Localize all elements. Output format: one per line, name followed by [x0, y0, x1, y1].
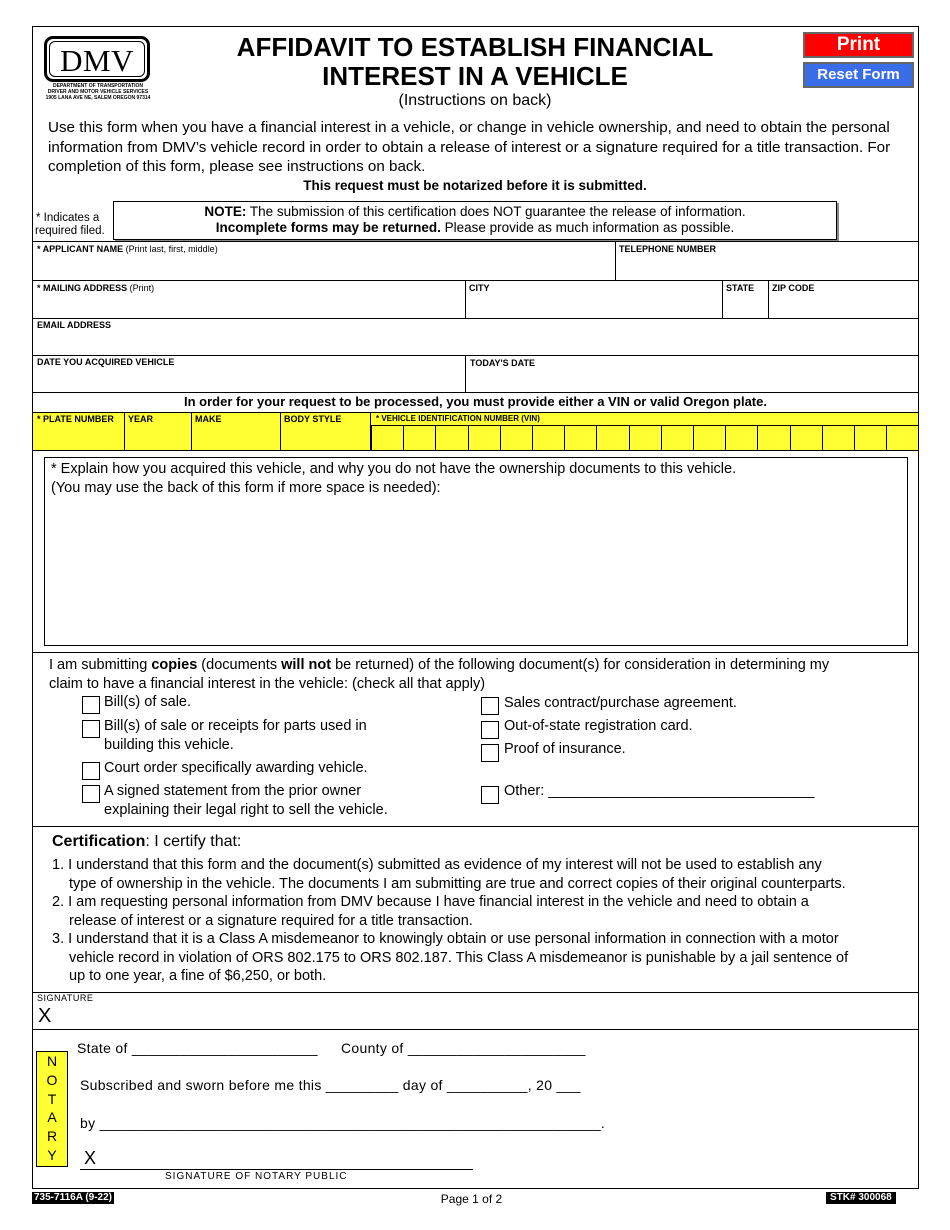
bill-parts-line: building this vehicle. — [104, 737, 234, 753]
sales-contract-label: Sales contract/purchase agreement. — [504, 695, 737, 711]
certification-item-2 — [52, 893, 809, 930]
mailing-address-label — [37, 283, 154, 293]
note-box — [113, 201, 837, 240]
divider — [32, 652, 919, 653]
intro-text: (documents — [197, 657, 282, 673]
page-title — [175, 33, 775, 111]
intro-text: I am submitting — [49, 657, 152, 673]
notary-sworn[interactable]: Subscribed and sworn before me this _________ day of __________, 20 ___ — [80, 1077, 581, 1093]
cert-line: 3. I understand that it is a Class A misdemeanor to knowingly obtain or use personal information in connection with a motor — [52, 931, 839, 947]
certification-heading-bold: Certification — [52, 833, 146, 850]
logo-caption — [38, 83, 158, 101]
vin-character-box[interactable] — [468, 426, 501, 450]
bill-parts-label — [104, 717, 367, 755]
vin-character-box[interactable] — [564, 426, 597, 450]
dmv-logo — [44, 36, 150, 82]
todays-date-label: TODAY'S DATE — [470, 358, 535, 368]
vin-label: * VEHICLE IDENTIFICATION NUMBER (VIN) — [376, 414, 540, 423]
cert-line: 1. I understand that this form and the document(s) submitted as evidence of my interest will not be used to establish any — [52, 857, 822, 873]
court-order-checkbox[interactable] — [82, 762, 100, 780]
notary-letter: N — [46, 1053, 58, 1069]
required-note-line: * Indicates a — [36, 212, 100, 224]
vin-character-box[interactable] — [661, 426, 694, 450]
notary-letter: A — [47, 1109, 57, 1126]
cert-line: release of interest or a signature required for a title transaction. — [69, 912, 473, 929]
year-label: YEAR — [128, 414, 154, 424]
note-text-2: Please provide as much information as possible. — [440, 220, 735, 235]
vin-character-box[interactable] — [500, 426, 533, 450]
notary-letter: O — [46, 1071, 58, 1088]
bill-of-sale-label: Bill(s) of sale. — [104, 694, 192, 710]
notary-letter: Y — [47, 1146, 57, 1163]
intro-text: be returned) of the following document(s) for consideration in determining my — [331, 657, 830, 673]
vin-instruction: In order for your request to be processed, you must provide either a VIN or valid Oregon plate. — [184, 394, 767, 409]
out-of-state-label: Out-of-state registration card. — [504, 718, 693, 734]
notary-signature-x: X — [84, 1148, 97, 1168]
body-style-label: BODY STYLE — [284, 414, 342, 424]
certification-item-3 — [52, 930, 848, 986]
signature-x: X — [38, 1005, 52, 1027]
vin-character-box[interactable] — [725, 426, 758, 450]
notary-stamp-label — [36, 1051, 68, 1167]
city-label: CITY — [469, 283, 490, 293]
divider — [32, 1029, 919, 1030]
vin-character-box[interactable] — [596, 426, 629, 450]
vin-character-box[interactable] — [532, 426, 565, 450]
other-label[interactable]: Other: _________________________________ — [504, 783, 815, 799]
cert-line: vehicle record in violation of ORS 802.175 to ORS 802.187. This Class A misdemeanor is punishable by a jail sentence of — [69, 949, 849, 966]
applicant-name-label — [37, 244, 218, 254]
intro-bold: copies — [151, 657, 198, 673]
cert-line: type of ownership in the vehicle. The documents I am submitting are true and correct copies of their original counterparts. — [69, 875, 846, 892]
insurance-checkbox[interactable] — [481, 744, 499, 762]
vin-character-box[interactable] — [629, 426, 662, 450]
logo-caption-line: 1905 LANA AVE NE, SALEM OREGON 97314 — [45, 95, 151, 101]
city-field[interactable] — [466, 281, 722, 318]
intro-line-2: claim to have a financial interest in the vehicle: (check all that apply) — [49, 675, 486, 692]
logo-caption-line: DRIVER AND MOTOR VEHICLE SERVICES — [47, 89, 149, 95]
vin-character-box[interactable] — [757, 426, 790, 450]
note-bold: Incomplete forms may be returned. — [215, 220, 441, 235]
signed-statement-checkbox[interactable] — [82, 785, 100, 803]
label-text: * MAILING ADDRESS — [37, 283, 128, 293]
print-button[interactable]: Print — [803, 32, 914, 58]
bill-parts-line: Bill(s) of sale or receipts for parts used in — [104, 718, 367, 734]
explanation-prompt-line: (You may use the back of this form if more space is needed): — [51, 480, 441, 496]
form-number: 735-7116A (9-22) — [34, 1192, 113, 1203]
certification-heading — [52, 833, 241, 851]
intro-bold: will not — [281, 657, 332, 673]
intro-paragraph: Use this form when you have a financial interest in a vehicle, or change in vehicle ownership, and need to obtain the personal information from DMV’s vehicle record in order to obtain a release of interest or a signature required for a title transaction. For completion of this form, please see instructions on back. — [48, 119, 891, 175]
notary-signature-label: SIGNATURE OF NOTARY PUBLIC — [165, 1171, 348, 1182]
notary-county[interactable]: County of ______________________ — [341, 1040, 586, 1056]
signature-label: SIGNATURE — [37, 993, 94, 1003]
explanation-prompt — [51, 460, 736, 498]
certification-item-1 — [52, 856, 846, 893]
other-checkbox[interactable] — [481, 786, 499, 804]
documents-intro — [49, 656, 829, 693]
notary-state[interactable]: State of _______________________ — [77, 1040, 318, 1056]
vin-character-box[interactable] — [886, 426, 919, 450]
label-subtext: (Print) — [127, 283, 155, 293]
signed-statement-line: explaining their legal right to sell the vehicle. — [104, 802, 388, 818]
title-line-1: AFFIDAVIT TO ESTABLISH FINANCIAL — [236, 32, 714, 62]
notary-signature-line[interactable] — [80, 1169, 473, 1170]
note-text: The submission of this certification does NOT guarantee the release of information. — [246, 204, 746, 219]
vin-character-box[interactable] — [435, 426, 468, 450]
reset-form-button[interactable]: Reset Form — [803, 62, 914, 88]
title-line-2: INTEREST IN A VEHICLE — [322, 61, 628, 91]
insurance-label: Proof of insurance. — [504, 741, 626, 757]
notary-letter: T — [47, 1090, 57, 1107]
notary-by[interactable]: by ______________________________________________________________. — [80, 1115, 606, 1131]
divider — [32, 826, 919, 827]
vin-character-box[interactable] — [790, 426, 823, 450]
logo-caption-line: DEPARTMENT OF TRANSPORTATION — [53, 83, 143, 89]
plate-number-label: * PLATE NUMBER — [37, 414, 114, 424]
cert-line: up to one year, a fine of $6,250, or both. — [69, 968, 327, 984]
state-label: STATE — [726, 283, 755, 293]
divider — [32, 392, 919, 393]
court-order-label: Court order specifically awarding vehicle. — [104, 760, 368, 776]
vin-character-box[interactable] — [693, 426, 726, 450]
cert-line: 2. I am requesting personal information from DMV because I have financial interest in the vehicle and need to obtain a — [52, 894, 809, 910]
email-label: EMAIL ADDRESS — [37, 320, 112, 330]
bill-of-sale-checkbox[interactable] — [82, 696, 100, 714]
label-subtext: (Print last, first, middle) — [123, 244, 218, 254]
logo-text: DMV — [49, 41, 145, 77]
note-label: NOTE: — [204, 204, 247, 219]
make-label: MAKE — [195, 414, 222, 424]
vin-character-box[interactable] — [403, 426, 436, 450]
signature-field[interactable] — [33, 993, 918, 1029]
bill-parts-checkbox[interactable] — [82, 720, 100, 738]
zip-code-label: ZIP CODE — [772, 283, 815, 293]
email-field[interactable] — [33, 319, 918, 355]
required-note — [35, 212, 105, 238]
vin-character-box[interactable] — [854, 426, 887, 450]
sales-contract-checkbox[interactable] — [481, 697, 499, 715]
explanation-prompt-line: * Explain how you acquired this vehicle, and why you do not have the ownership documents to this vehicle. — [51, 461, 737, 477]
stock-number: STK# 300068 — [826, 1192, 896, 1204]
title-subtitle: (Instructions on back) — [398, 92, 552, 109]
required-note-line: required filed. — [35, 225, 105, 237]
notary-letter: R — [46, 1128, 58, 1145]
out-of-state-checkbox[interactable] — [481, 721, 499, 739]
vin-character-box[interactable] — [371, 426, 404, 450]
date-acquired-label: DATE YOU ACQUIRED VEHICLE — [37, 357, 175, 367]
label-text: * APPLICANT NAME — [37, 244, 124, 254]
certification-heading-rest: : I certify that: — [145, 833, 242, 850]
page-number: Page 1 of 2 — [440, 1192, 503, 1206]
signed-statement-label — [104, 782, 388, 820]
vin-character-box[interactable] — [822, 426, 855, 450]
telephone-label: TELEPHONE NUMBER — [619, 244, 717, 254]
notarized-notice: This request must be notarized before it is submitted. — [303, 178, 647, 193]
signed-statement-line: A signed statement from the prior owner — [104, 783, 362, 799]
